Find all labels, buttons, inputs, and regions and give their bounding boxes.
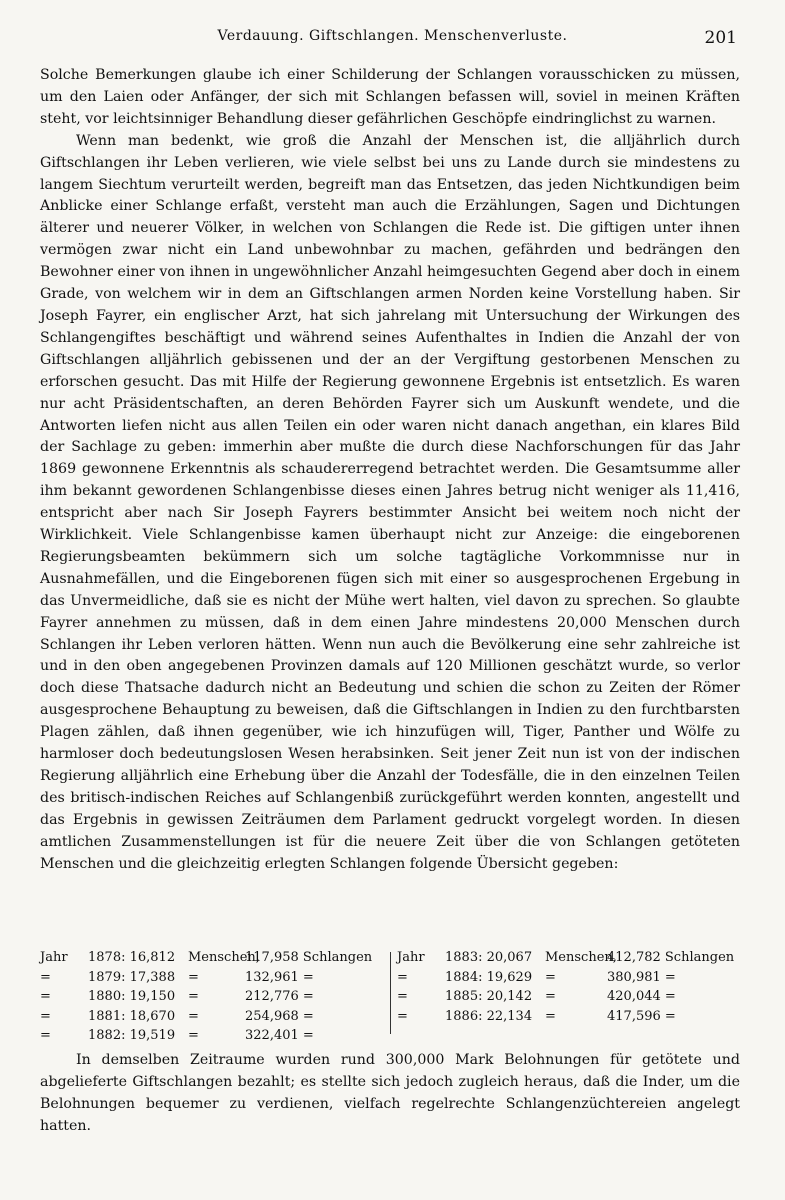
people-label: = xyxy=(545,969,556,985)
column-divider xyxy=(390,952,391,1034)
row-prefix: = xyxy=(397,1008,408,1024)
table-row xyxy=(40,948,386,968)
body-text xyxy=(40,65,740,876)
year: 1881: xyxy=(88,1008,126,1024)
snakebite-statistics-table xyxy=(40,948,740,1046)
people-count: 20,067 xyxy=(486,950,533,965)
snake-count: 412,782 xyxy=(607,950,661,965)
table-row xyxy=(40,987,386,1007)
snakes-cell xyxy=(245,987,314,1007)
body-text-closing xyxy=(40,1050,740,1138)
snake-count: 380,981 xyxy=(607,969,661,985)
year: 1880: xyxy=(88,989,126,1004)
statistics-column-left xyxy=(40,948,386,1046)
row-prefix: = xyxy=(397,989,408,1004)
snakes-cell xyxy=(607,1007,676,1027)
table-row xyxy=(397,948,740,968)
people-count: 19,150 xyxy=(129,989,176,1004)
snakes-label: Schlangen xyxy=(664,950,735,965)
paragraph-rewards: In demselben Zeitraume wurden rund 300,000 Mark Belohnungen für getötete und abgelieferte Giftschlangen bezahlt; es stellte sich jedoch zugleich heraus, daß die Inder, um die Belohnungen bequemer zu verdienen, vielfach regelrechte Schlangenzüchtereien angelegt hatten. xyxy=(40,1052,740,1134)
table-row xyxy=(40,968,386,988)
snakes-cell xyxy=(607,948,734,968)
snakes-label: = xyxy=(302,1028,314,1043)
people-count: 19,519 xyxy=(129,1028,176,1043)
snake-count: 254,968 xyxy=(245,1008,299,1024)
table-row xyxy=(397,987,740,1007)
year: 1879: xyxy=(88,969,126,985)
year-and-people xyxy=(445,948,532,968)
people-label: = xyxy=(188,969,199,985)
running-title: Verdauung. Giftschlangen. Menschenverluste. xyxy=(217,28,568,44)
snake-count: 212,776 xyxy=(245,989,299,1004)
people-label: = xyxy=(188,989,199,1004)
snake-count: 322,401 xyxy=(245,1028,299,1043)
snakes-label: = xyxy=(302,1008,314,1024)
snake-count: 117,958 xyxy=(245,950,299,965)
snakes-label: = xyxy=(302,989,314,1004)
people-label: = xyxy=(188,1028,199,1043)
page-number: 201 xyxy=(704,28,737,48)
people-count: 19,629 xyxy=(486,969,533,985)
people-label: = xyxy=(545,989,556,1004)
row-prefix: Jahr xyxy=(397,950,425,965)
year-and-people xyxy=(88,968,175,988)
year: 1884: xyxy=(445,969,483,985)
people-label: Menschen, xyxy=(188,950,260,965)
year-and-people xyxy=(88,987,175,1007)
year-and-people xyxy=(445,1007,532,1027)
snakes-cell xyxy=(245,948,372,968)
table-row xyxy=(40,1026,386,1046)
people-count: 18,670 xyxy=(129,1008,176,1024)
people-count: 20,142 xyxy=(486,989,533,1004)
running-head xyxy=(0,28,785,54)
people-label: Menschen, xyxy=(545,950,617,965)
year-and-people xyxy=(445,968,532,988)
row-prefix: = xyxy=(397,969,408,985)
table-row xyxy=(397,1007,740,1027)
row-prefix: = xyxy=(40,989,51,1004)
snakes-label: = xyxy=(302,969,314,985)
row-prefix: = xyxy=(40,969,51,985)
people-label: = xyxy=(188,1008,199,1024)
paragraph-intro: Solche Bemerkungen glaube ich einer Schilderung der Schlangen vorausschicken zu müssen, um den Laien oder Anfänger, der sich mit Schlangen befassen will, soviel in meinen Kräften steht, vor leichtsinniger Behandlung dieser gefährlichen Geschöpfe eindringlichst zu warnen. xyxy=(40,67,740,127)
snakes-label: = xyxy=(664,1008,676,1024)
snakes-label: = xyxy=(664,989,676,1004)
year-and-people xyxy=(88,1007,175,1027)
row-prefix: = xyxy=(40,1028,51,1043)
snakes-cell xyxy=(245,1007,314,1027)
row-prefix: = xyxy=(40,1008,51,1024)
snakes-cell xyxy=(607,968,676,988)
snakes-cell xyxy=(245,968,314,988)
snakes-label: = xyxy=(664,969,676,985)
statistics-column-right xyxy=(397,948,740,1026)
table-row xyxy=(397,968,740,988)
year: 1882: xyxy=(88,1028,126,1043)
people-count: 22,134 xyxy=(486,1008,533,1024)
people-count: 17,388 xyxy=(129,969,176,985)
year-and-people xyxy=(445,987,532,1007)
snake-count: 420,044 xyxy=(607,989,661,1004)
people-count: 16,812 xyxy=(129,950,176,965)
year: 1878: xyxy=(88,950,126,965)
year: 1885: xyxy=(445,989,483,1004)
year: 1883: xyxy=(445,950,483,965)
table-row xyxy=(40,1007,386,1027)
snakes-cell xyxy=(245,1026,314,1046)
snakes-label: Schlangen xyxy=(302,950,373,965)
row-prefix: Jahr xyxy=(40,950,68,965)
snake-count: 417,596 xyxy=(607,1008,661,1024)
year: 1886: xyxy=(445,1008,483,1024)
year-and-people xyxy=(88,1026,175,1046)
paragraph-main: Wenn man bedenkt, wie groß die Anzahl der Menschen ist, die alljährlich durch Giftschlangen ihr Leben verlieren, wie viele selbst bei uns zu Lande durch sie mindestens zu langem Siechtum verurteilt werden, begreift man das Entsetzen, das jeden Nichtkundigen beim Anblicke einer Schlange erfaßt, versteht man auch die Erzählungen, Sagen und Dichtungen älterer und neuerer Völker, in welchen von Schlangen die Rede ist. Die giftigen unter ihnen vermögen zwar nicht ein Land unbewohnbar zu machen, gefährden und bedrängen den Bewohner einer von ihnen in ungewöhnlicher Anzahl heimgesuchten Gegend aber doch in einem Grade, von welchem wir in dem an Giftschlangen armen Norden keine Vorstellung haben. Sir Joseph Fayrer, ein englischer Arzt, hat sich jahrelang mit Untersuchung der Wirkungen des Schlangengiftes beschäftigt und während seines Aufenthaltes in Indien die Anzahl der von Giftschlangen alljährlich gebissenen und der an der Vergiftung gestorbenen Menschen zu erforschen gesucht. Das mit Hilfe der Regierung gewonnene Ergebnis ist entsetzlich. Es waren nur acht Präsidentschaften, an deren Behörden Fayrer sich um Auskunft wendete, und die Antworten liefen nicht aus allen Teilen ein oder waren nicht danach angethan, ein klares Bild der Sachlage zu geben: immerhin aber mußte die durch diese Nachforschungen für das Jahr 1869 gewonnene Erkenntnis als schaudererregend betrachtet werden. Die Gesamtsumme aller ihm bekannt gewordenen Schlangenbisse dieses einen Jahres betrug nicht weniger als 11,416, entspricht aber nach Sir Joseph Fayrers bestimmter Ansicht bei weitem noch nicht der Wirklichkeit. Viele Schlangenbisse kamen überhaupt nicht zur Anzeige: die eingeborenen Regierungsbeamten bekümmern sich um solche tagtägliche Vorkommnisse nur in Ausnahmefällen, und die Eingeborenen fügen sich mit einer so ausgesprochenen Ergebung in das Unvermeidliche, daß sie es nicht der Mühe wert halten, viel davon zu sprechen. So glaubte Fayrer annehmen zu müssen, daß in dem einen Jahre mindestens 20,000 Menschen durch Schlangen ihr Leben verloren hätten. Wenn nun auch die Bevölkerung eine sehr zahlreiche ist und in den oben angegebenen Provinzen damals auf 120 Millionen geschätzt wurde, so verlor doch diese Thatsache dadurch nicht an Bedeutung und schien die schon zu Zeiten der Römer ausgesprochene Behauptung zu beweisen, daß die Giftschlangen in Indien zu den furchtbarsten Plagen zählen, daß ihnen gegenüber, wie ich hinzufügen will, Tiger, Panther und Wölfe zu harmloser doch bedeutungslosen Wesen herabsinken. Seit jener Zeit nun ist von der indischen Regierung alljährlich eine Erhebung über die Anzahl der Todesfälle, die in den einzelnen Teilen des britisch-indischen Reiches auf Schlangenbiß zurückgeführt werden konnten, angestellt und das Ergebnis in gewissen Zeiträumen dem Parlament gedruckt vorgelegt worden. In diesen amtlichen Zusammenstellungen ist für die neuere Zeit über die von Schlangen getöteten Menschen und die gleichzeitig erlegten Schlangen folgende Übersicht gegeben: xyxy=(40,132,740,872)
people-label: = xyxy=(545,1008,556,1024)
snakes-cell xyxy=(607,987,676,1007)
snake-count: 132,961 xyxy=(245,969,299,985)
year-and-people xyxy=(88,948,175,968)
